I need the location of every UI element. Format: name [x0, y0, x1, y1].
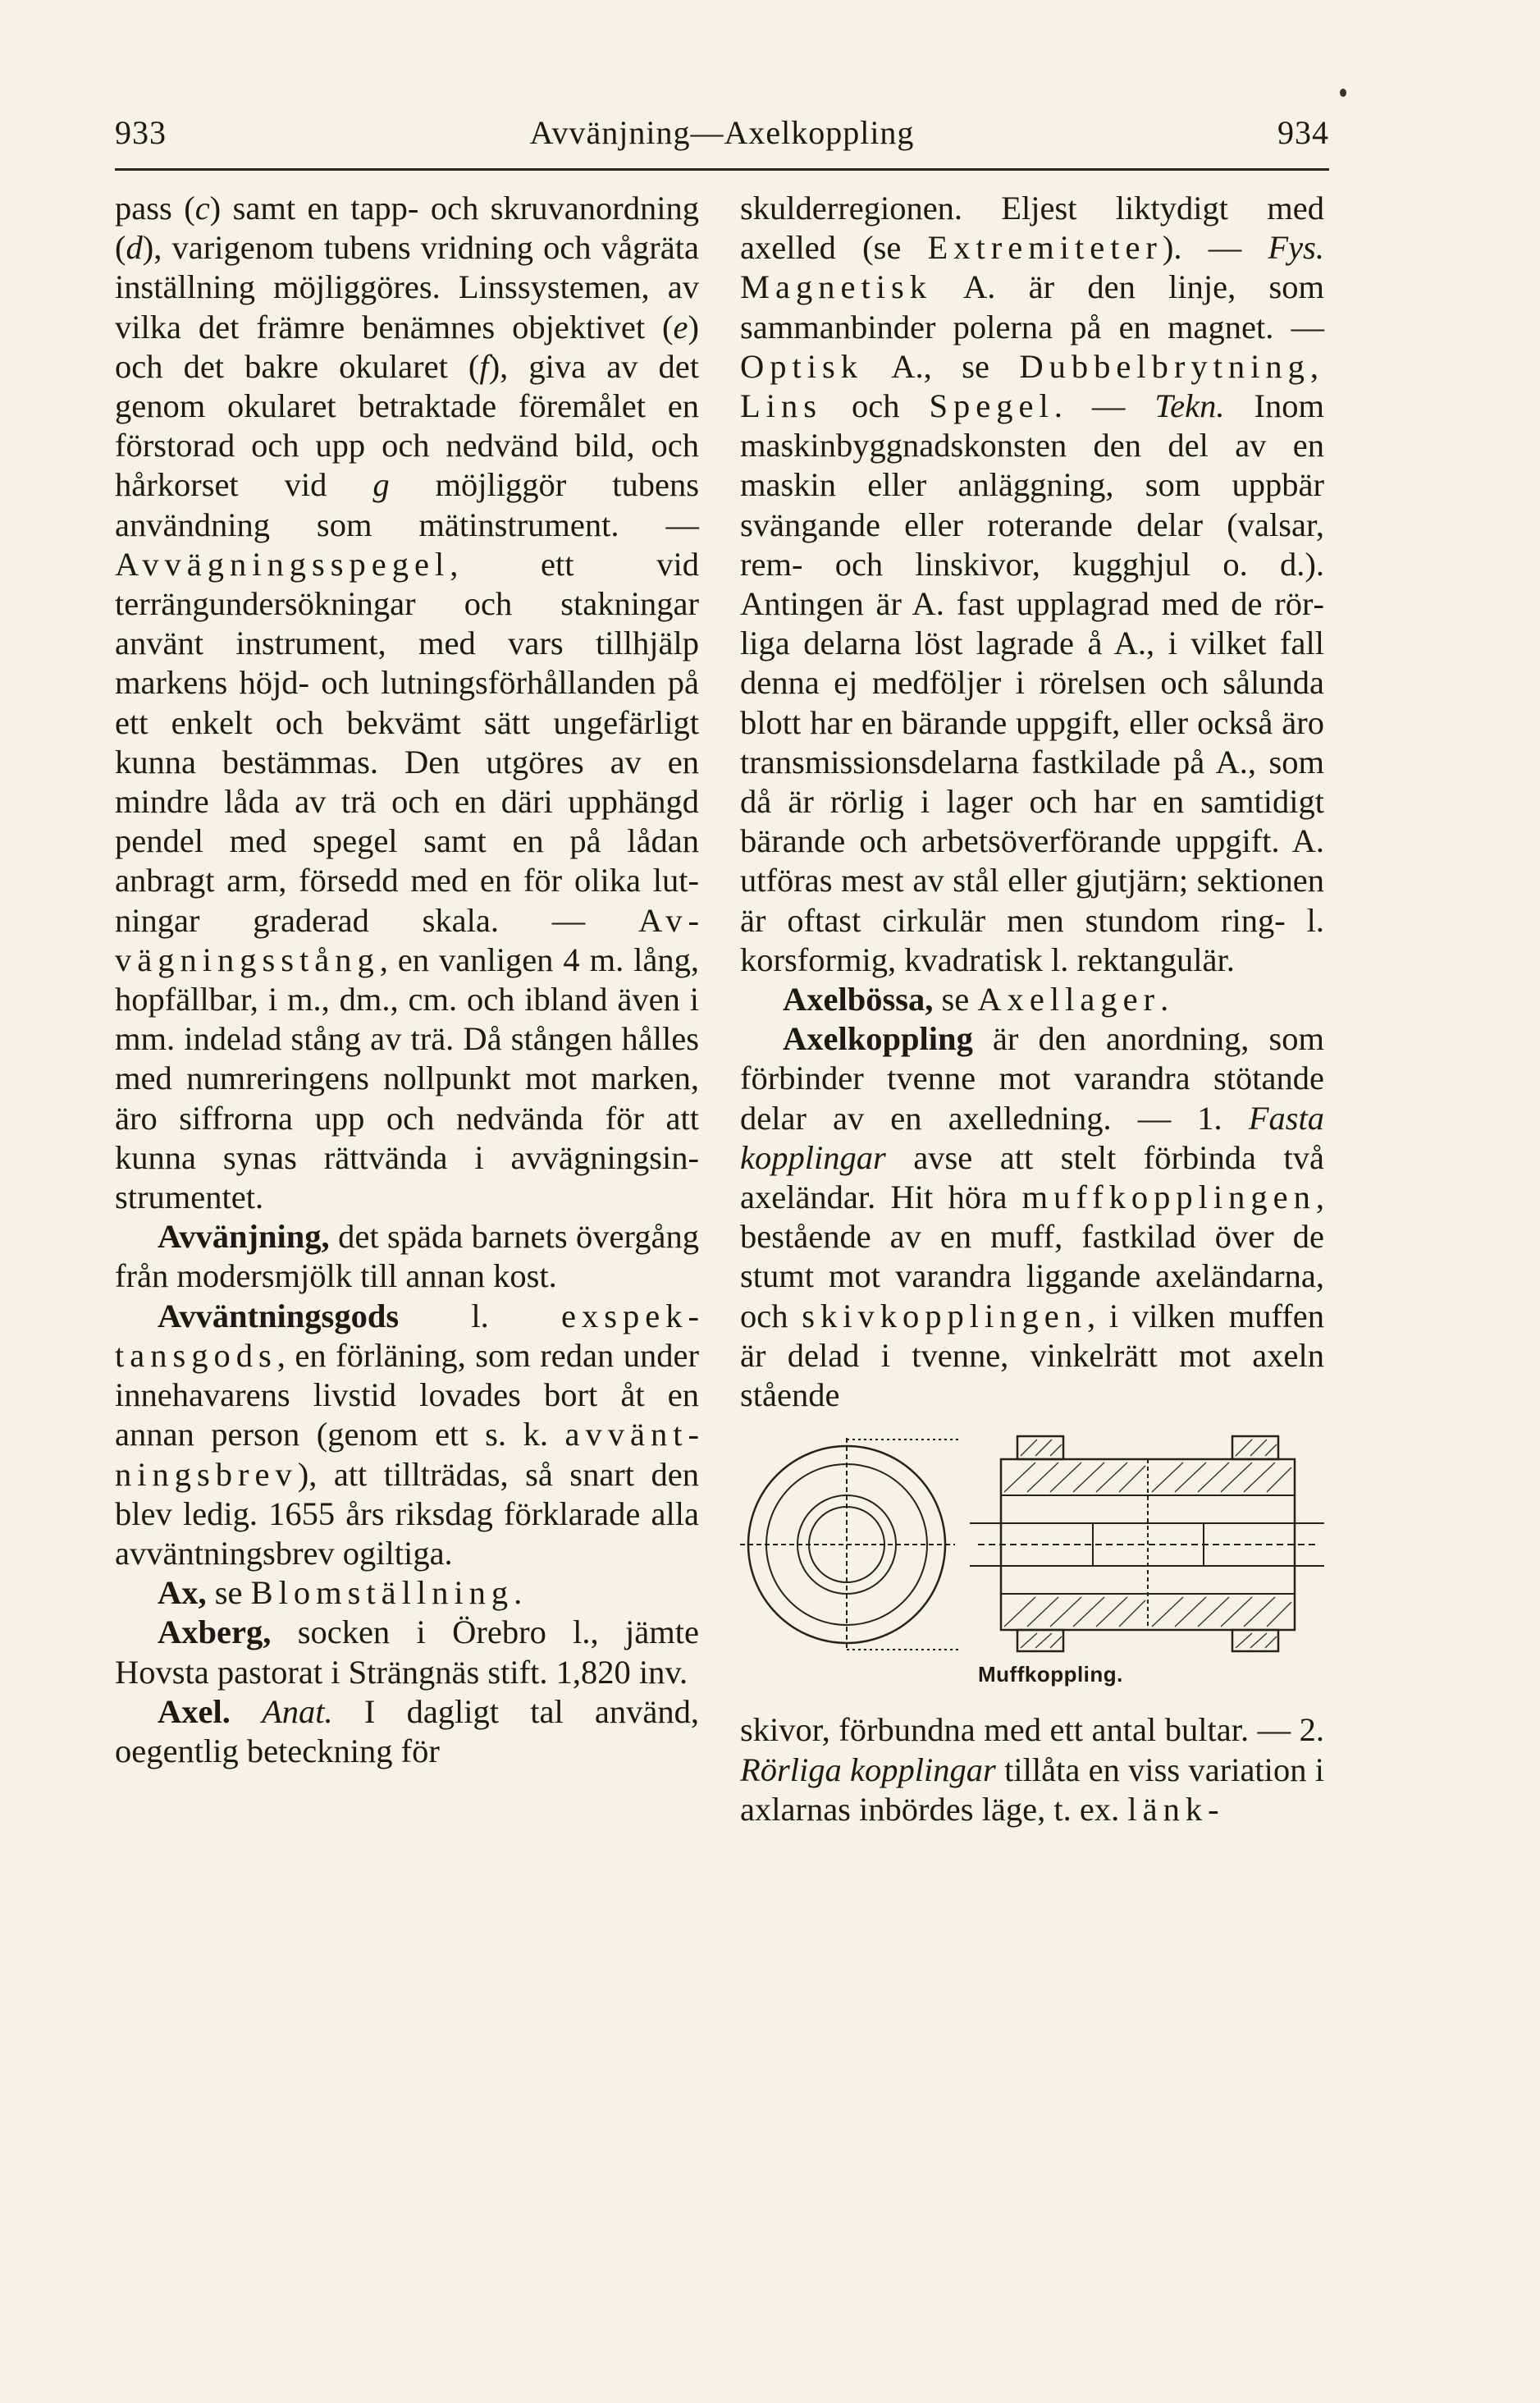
ink-speck — [1340, 89, 1346, 97]
headword: Axberg, — [158, 1613, 272, 1651]
running-title: Avvänjning—Axelkoppling — [529, 114, 915, 151]
coupling-drawing — [740, 1431, 1324, 1653]
headword: Ax, — [158, 1574, 207, 1612]
entry-avvantningsgods: Avväntningsgods l. exspektansgods, en förläning, som redan under innehavarens livstid lovades bort åt en annan person (genom ett s. k. avväntningsbrev), att tillträdas, så snart den blev ledig. 1655 års riksdag förklarade alla avväntningsbrev ogiltiga. — [115, 1297, 699, 1572]
muffkoppling-figure — [740, 1431, 1324, 1702]
headword: Avvänjning, — [158, 1218, 330, 1256]
entry-axel-continuation: skulderregionen. Eljest liktydigt med axelled (se Extremiteter). — Fys. Magnetisk A. är den linje, som sammanbinder polerna på en magnet. — Optisk A., se Dubbelbrytning, Lins och Spegel. — Tekn. Inom maskinbyggnadskonsten den del av en maskin eller anläggning, som uppbär svängande eller roterande delar (valsar, rem- och linskivor, kugghjul o. d.). Antingen är A. fast upplagrad med de rörliga delarna löst lagrade å A., i vilket fall denna ej medföljer i rörelsen och sålunda blott har en bärande uppgift, eller också äro transmissionsdelarna fastkilade på A., som då är rörlig i lager och har en samtidigt bärande och arbetsöverförande uppgift. A. utföras mest av stål eller gjutjärn; sektionen är oftast cirkulär men stundom ring- l. korsformig, kvadratisk l. rektangulär. — [740, 190, 1324, 978]
right-column — [740, 189, 1324, 1829]
headword: Axel. — [158, 1692, 231, 1730]
headword: Avväntningsgods — [158, 1297, 400, 1334]
entry-axelkoppling: Axelkoppling är den anordning, som förbinder tvenne mot varandra stötande delar av en axelledning. — 1. Fasta kopplingar avse att stelt förbinda två axeländar. Hit höra muffkopplingen, bestående av en muff, fastkilad över de stumt mot varandra liggande axeländarna, och skivkopplingen, i vilken muffen är delad i tvenne, vinkelrätt mot axeln stående — [740, 1020, 1324, 1414]
entry-axberg: Axberg, socken i Örebro l., jämte Hovsta pastorat i Strängnäs stift. 1,820 inv. — [115, 1613, 699, 1691]
entry-axelbossa: Axelbössa, se Axellager. — [783, 981, 1169, 1018]
page-number-right: 934 — [1277, 114, 1329, 151]
left-column — [115, 189, 699, 1771]
entry-ax: Ax, se Blomställning. — [158, 1574, 523, 1612]
page-header — [115, 105, 1329, 162]
headword: Axelbössa, — [783, 981, 934, 1018]
entry-axelkoppling-continuation: skivor, förbundna med ett antal bultar. — 2. Rörliga kopplingar tillåta en viss variation i axlarnas inbördes läge, t. ex. länk- — [740, 1711, 1324, 1828]
header-rule — [115, 168, 1329, 171]
entry-axel: Axel. Anat. I dagligt tal använd, oegentlig beteckning för — [115, 1692, 700, 1769]
figure-caption: Muffkoppling. — [978, 1662, 1123, 1687]
page-number-left: 933 — [115, 114, 167, 151]
entry-continuation: pass (c) samt en tapp- och skruvanordning (d), varigenom tubens vridning och vågräta inställning möjliggöres. Linssystemen, av vilka det främre benämnes objektivet (e) och det bakre okularet (f), giva av det genom okularet betraktade föremålet en förstorad och upp och nedvänd bild, och hårkorset vid g möjliggör tubens användning som mätinstrument. — Avvägningsspegel, ett vid terrängundersökningar och stakningar använt instrument, med vars tillhjälp markens höjd- och lutningsförhållanden på ett enkelt och bekvämt sätt ungefärligt kunna bestämmas. Den utgöres av en mindre låda av trä och en däri upphängd pendel med spegel samt en på lådan anbragt arm, försedd med en för olika lutningar graderad skala. — Avvägningsstång, en vanligen 4 m. lång, hopfällbar, i m., dm., cm. och ibland även i mm. indelad stång av trä. Då stången hålles med numreringens nollpunkt mot marken, äro siffrorna upp och nedvända för att kunna synas rättvända i avvägningsinstrumentet. — [115, 190, 699, 1216]
entry-avvanjning: Avvänjning, det späda barnets övergång från modersmjölk till annan kost. — [115, 1218, 699, 1295]
headword: Axelkoppling — [783, 1020, 973, 1058]
